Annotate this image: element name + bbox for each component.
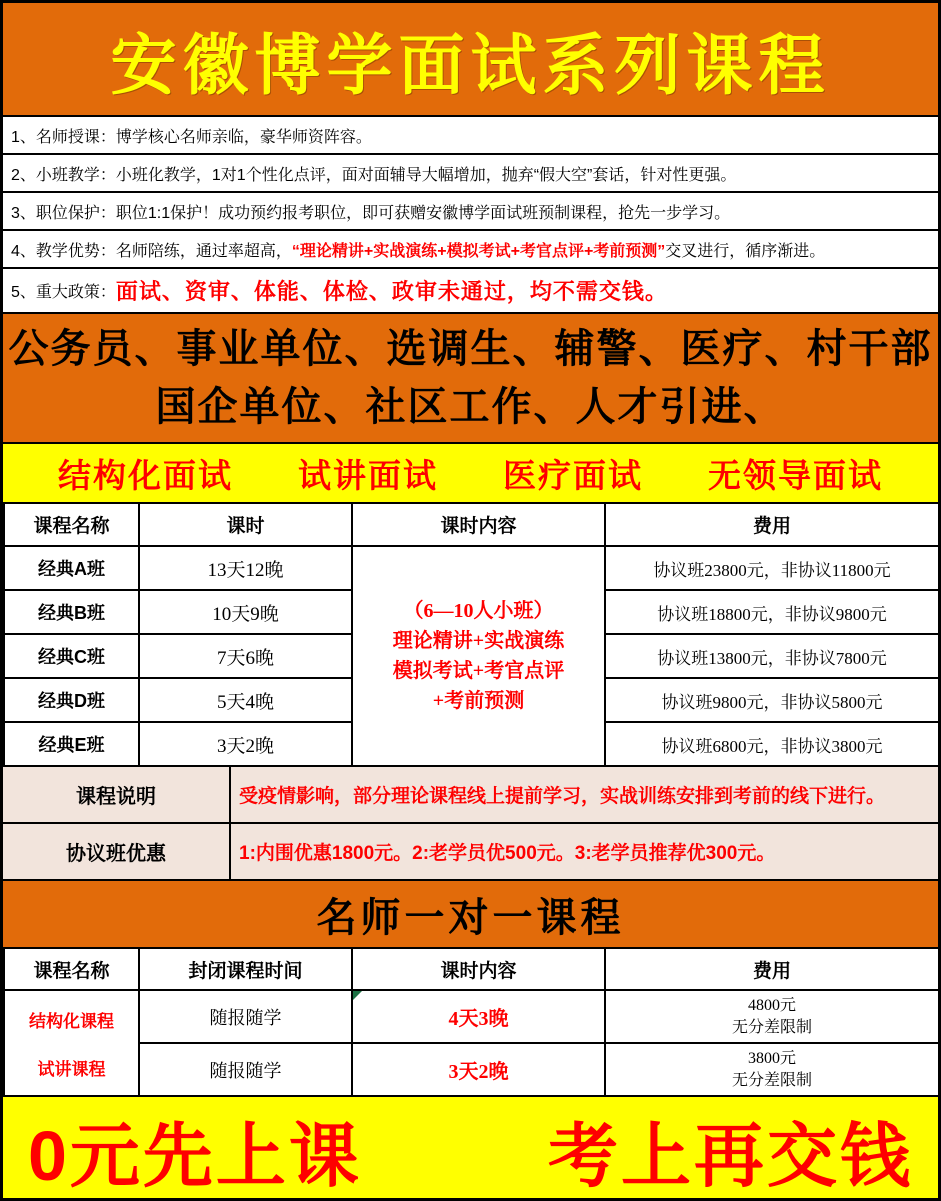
feature-row-3: [3, 193, 938, 231]
schedule-cell: 随报随学: [139, 990, 352, 1043]
page-title: 安徽博学面试系列课程: [110, 29, 831, 103]
feature-row-2: [3, 155, 938, 193]
footer-banner: [3, 1097, 938, 1201]
course-name-cell: 经典E班: [4, 722, 139, 766]
feature-list: [3, 117, 938, 314]
content-cell: [352, 1043, 605, 1096]
duration-cell: 3天2晚: [139, 722, 352, 766]
duration-cell: 7天6晚: [139, 634, 352, 678]
col-header-fee: 费用: [605, 503, 939, 546]
table-row: [4, 990, 939, 1043]
fee-cell: [605, 1043, 939, 1096]
content-text: 4天3晚: [448, 1008, 509, 1030]
one-on-one-table: [3, 947, 940, 1097]
course-name-cell: 经典C班: [4, 634, 139, 678]
content-cell: [352, 990, 605, 1043]
feature-text: 5、重大政策：: [11, 284, 116, 302]
audience-line-1: 公务员、事业单位、选调生、辅警、医疗、村干部: [8, 327, 933, 371]
col-header-fee: 费用: [605, 948, 939, 990]
content-line: +考前预测: [432, 690, 525, 712]
duration-cell: 5天4晚: [139, 678, 352, 722]
col-header-content: 课时内容: [352, 948, 605, 990]
col-header-content: 课时内容: [352, 503, 605, 546]
course-name: 试讲课程: [37, 1059, 106, 1079]
table-row: [4, 546, 939, 590]
interview-types-strip: [3, 444, 938, 502]
footer-slogan-left: 0元先上课: [28, 1117, 362, 1195]
feature-row-4: [3, 231, 938, 269]
course-name-cell: 经典D班: [4, 678, 139, 722]
duration-cell: 13天12晚: [139, 546, 352, 590]
footer-slogan-right: 考上再交钱: [548, 1117, 913, 1195]
note-label: 课程说明: [3, 767, 231, 822]
course-table-header-row: [4, 503, 939, 546]
note-text: 1:内围优惠1800元。2:老学员优500元。3:老学员推荐优300元。: [239, 843, 776, 864]
note-row-discount: [3, 824, 938, 881]
col-header-course-name: 课程名称: [4, 948, 139, 990]
course-name: 结构化课程: [29, 1011, 114, 1031]
course-table: [3, 502, 940, 767]
fee-cell: 协议班13800元，非协议7800元: [605, 634, 939, 678]
note-label: 协议班优惠: [3, 824, 231, 879]
content-line: 模拟考试+考官点评: [392, 660, 565, 682]
course-name-merged-cell: [4, 990, 139, 1096]
feature-row-1: [3, 117, 938, 155]
notes-section: [3, 767, 938, 881]
col-header-schedule: 封闭课程时间: [139, 948, 352, 990]
interview-type: 结构化面试: [58, 456, 233, 494]
fee-amount: 3800元: [747, 1049, 796, 1067]
feature-highlight: “理论精讲+实战演练+模拟考试+考官点评+考前预测”: [291, 242, 666, 260]
course-name-cell: 经典B班: [4, 590, 139, 634]
duration-cell: 10天9晚: [139, 590, 352, 634]
interview-type: 医疗面试: [503, 456, 643, 494]
cell-corner-flag-icon: [353, 991, 362, 1000]
content-merged-cell: [352, 546, 605, 766]
feature-text: 2、小班教学：小班化教学，1对1个性化点评，面对面辅导大幅增加，抛弃“假大空”套话，针对性更强。: [11, 166, 737, 184]
fee-cell: 协议班18800元，非协议9800元: [605, 590, 939, 634]
feature-row-5: [3, 269, 938, 314]
col-header-course-name: 课程名称: [4, 503, 139, 546]
fee-note: 无分差限制: [731, 1018, 812, 1036]
fee-cell: [605, 990, 939, 1043]
note-row-course-description: [3, 767, 938, 824]
one-on-one-banner: [3, 881, 938, 947]
note-text: 受疫情影响，部分理论课程线上提前学习，实战训练安排到考前的线下进行。: [239, 786, 886, 807]
one-on-one-title: 名师一对一课程: [316, 895, 625, 940]
schedule-cell: 随报随学: [139, 1043, 352, 1096]
fee-cell: 协议班9800元，非协议5800元: [605, 678, 939, 722]
col-header-duration: 课时: [139, 503, 352, 546]
fee-cell: 协议班6800元，非协议3800元: [605, 722, 939, 766]
content-line: （6—10人小班）: [403, 600, 554, 622]
content-line: 理论精讲+实战演练: [392, 630, 565, 652]
header-banner: [3, 3, 938, 117]
fee-note: 无分差限制: [731, 1071, 812, 1089]
feature-text: 1、名师授课：博学核心名师亲临，豪华师资阵容。: [11, 128, 372, 146]
table-row: [4, 1043, 939, 1096]
course-name-cell: 经典A班: [4, 546, 139, 590]
one-on-one-header-row: [4, 948, 939, 990]
feature-text: 4、教学优势：名师陪练，通过率超高，: [11, 242, 292, 260]
audience-banner: [3, 314, 938, 444]
feature-text: 3、职位保护：职位1:1保护！成功预约报考职位，即可获赠安徽博学面试班预制课程，抢先一步学习。: [11, 204, 731, 222]
audience-line-2: 国企单位、社区工作、人才引进、: [155, 385, 786, 429]
feature-highlight: 面试、资审、体能、体检、政审未通过，均不需交钱。: [115, 279, 668, 305]
fee-cell: 协议班23800元，非协议11800元: [605, 546, 939, 590]
feature-text: 交叉进行，循序渐进。: [665, 242, 826, 260]
interview-type: 试讲面试: [298, 456, 438, 494]
interview-type: 无领导面试: [708, 456, 883, 494]
fee-amount: 4800元: [747, 996, 796, 1014]
content-text: 3天2晚: [448, 1061, 509, 1083]
